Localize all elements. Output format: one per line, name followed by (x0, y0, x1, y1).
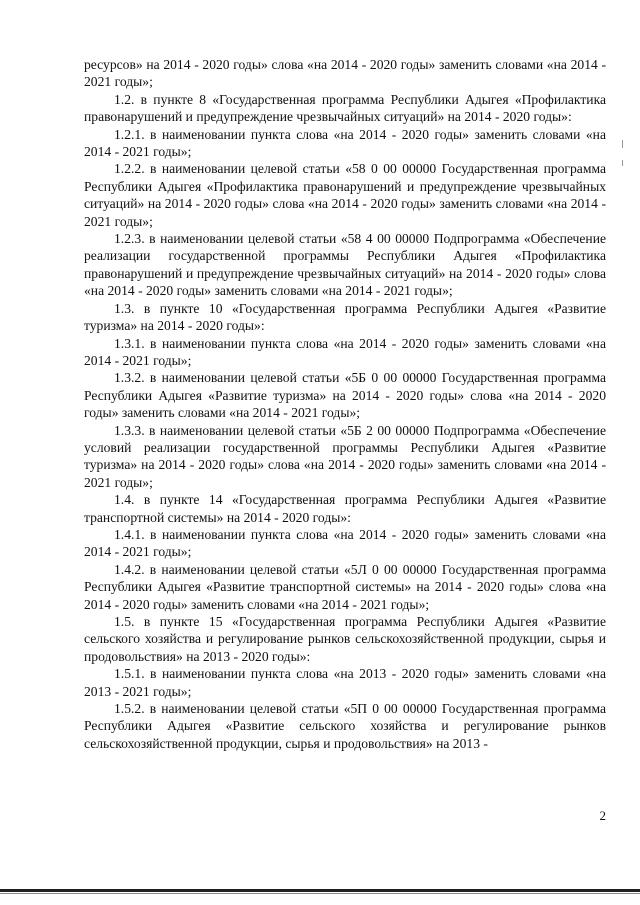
paragraph: 1.3.2. в наименовании целевой статьи «5Б 0 00 00000 Государственная программа Республики Адыгея «Развитие туризма» на 2014 - 2020 годы» слова «на 2014 - 2020 годы» заменить словами «на 2014 - 2021 годы»; (84, 370, 606, 421)
document-body (84, 56, 606, 752)
paragraph: ресурсов» на 2014 - 2020 годы» слова «на 2014 - 2020 годы» заменить словами «на 2014 - 2021 годы»; (84, 57, 606, 90)
paragraph: 1.2.3. в наименовании целевой статьи «58 4 00 00000 Подпрограмма «Обеспечение реализации государственной программы Республики Адыгея «Профилактика правонарушений и предупреждение чрезвычайных ситуаций» на 2014 - 2020 годы» слова «на 2014 - 2020 годы» заменить словами «на 2014 - 2021 годы»; (84, 231, 606, 299)
page-number: 2 (599, 808, 606, 823)
paragraph: 1.3. в пункте 10 «Государственная программа Республики Адыгея «Развитие туризма» на 2014 - 2020 годы»: (84, 300, 606, 334)
paragraph: 1.4.1. в наименовании пункта слова «на 2014 - 2020 годы» заменить словами «на 2014 - 2021 годы»; (84, 526, 606, 560)
scan-edge-line (0, 889, 640, 892)
paragraph: 1.5.1. в наименовании пункта слова «на 2013 - 2020 годы» заменить словами «на 2013 - 2021 годы»; (84, 666, 606, 699)
scan-edge-line (0, 893, 640, 894)
scan-speck (622, 140, 623, 148)
scan-speck (622, 160, 623, 166)
paragraph: 1.5.2. в наименовании целевой статьи «5П 0 00 00000 Государственная программа Республики Адыгея «Развитие сельского хозяйства и регулирование рынков сельскохозяйственной продукции, сырья и продовольствия» на 2013 - (84, 701, 606, 751)
paragraph: 1.2. в пункте 8 «Государственная программа Республики Адыгея «Профилактика правонарушений и предупреждение чрезвычайных ситуаций» на 2014 - 2020 годы»: (84, 91, 606, 125)
paragraph: 1.4.2. в наименовании целевой статьи «5Л 0 00 00000 Государственная программа Республики Адыгея «Развитие транспортной системы» на 2014 - 2020 годы» слова «на 2014 - 2020 годы» заменить словами «на 2014 - 2021 годы»; (84, 561, 606, 612)
paragraph: 1.4. в пункте 14 «Государственная программа Республики Адыгея «Развитие транспортной системы» на 2014 - 2020 годы»: (84, 492, 606, 525)
paragraph: 1.5. в пункте 15 «Государственная программа Республики Адыгея «Развитие сельского хозяйства и регулирование рынков сельскохозяйственной продукции, сырья и продовольствия» на 2013 - 2020 годы»: (84, 614, 606, 664)
paragraph: 1.2.1. в наименовании пункта слова «на 2014 - 2020 годы» заменить словами «на 2014 - 2021 годы»; (84, 126, 606, 160)
paragraph: 1.2.2. в наименовании целевой статьи «58 0 00 00000 Государственная программа Республики Адыгея «Профилактика правонарушений и предупреждение чрезвычайных ситуаций» на 2014 - 2020 годы» слова «на 2014 - 2020 годы» заменить словами «на 2014 - 2021 годы»; (84, 161, 606, 229)
paragraph: 1.3.1. в наименовании пункта слова «на 2014 - 2020 годы» заменить словами «на 2014 - 2021 годы»; (84, 335, 606, 368)
paragraph: 1.3.3. в наименовании целевой статьи «5Б 2 00 00000 Подпрограмма «Обеспечение условий реализации государственной программы Республики Адыгея «Развитие туризма» на 2014 - 2020 годы» слова «на 2014 - 2020 годы» заменить словами «на 2014 - 2021 годы»; (84, 422, 606, 490)
